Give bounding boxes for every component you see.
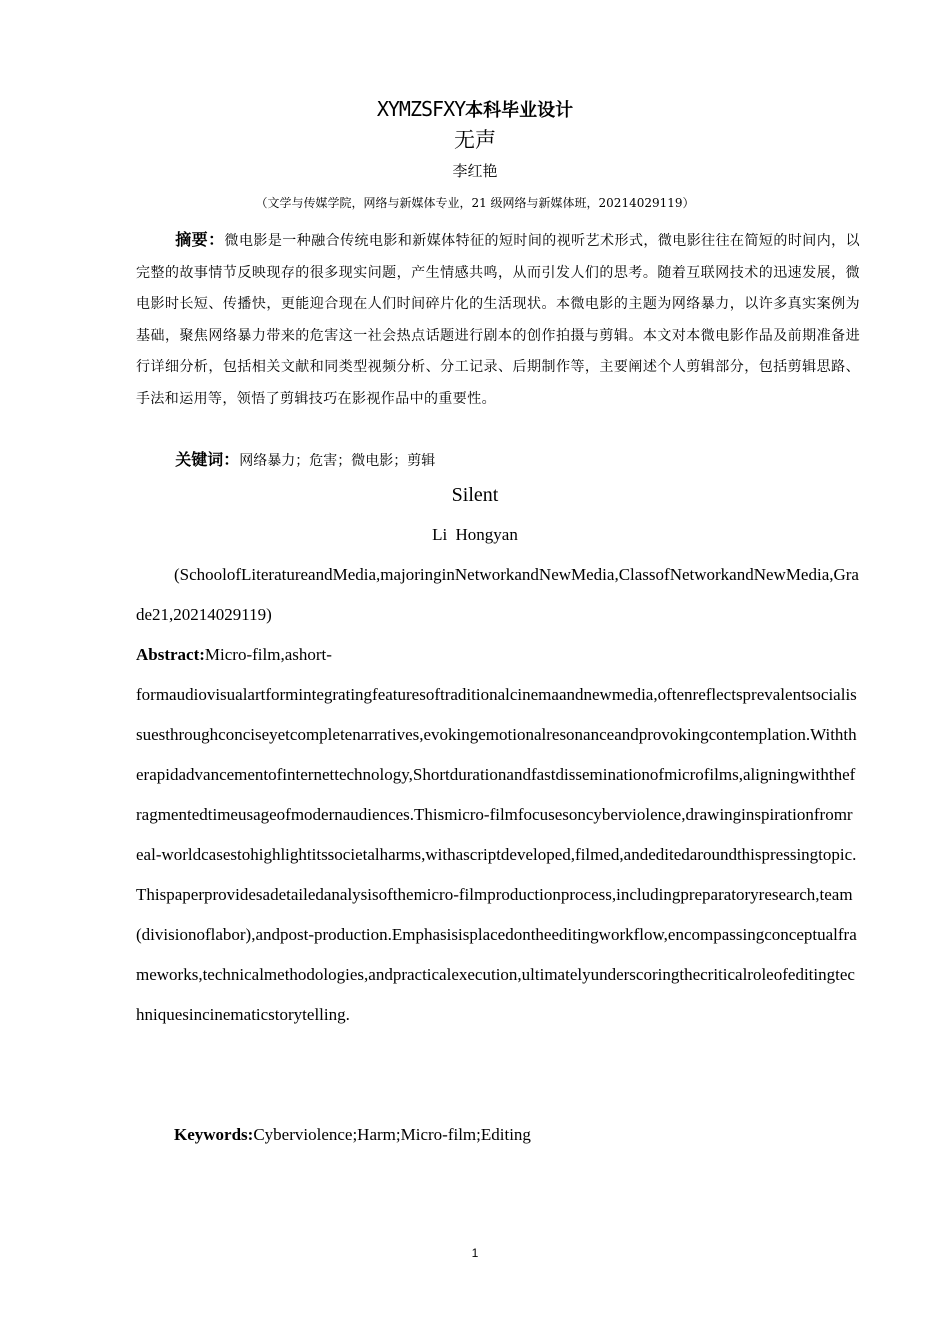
english-keywords [136,1115,860,1155]
chinese-keywords [136,447,860,474]
chinese-keywords-label: 关键词： [175,450,240,469]
header-doc-type: 本科毕业设计 [465,100,574,121]
chinese-author: 李红艳 [452,162,498,180]
chinese-abstract-text: 微电影是一种融合传统电影和新媒体特征的短时间的视听艺术形式，微电影往往在简短的时间内，以完整的故事情节反映现存的很多现实问题，产生情感共鸣，从而引发人们的思考。随着互联网技术的迅速发展，微电影时长短、传播快，更能迎合现在人们时间碎片化的生活现状。本微电影的主题为网络暴力，以许多真实案例为基础，聚焦网络暴力带来的危害这一社会热点话题进行剧本的创作拍摄与剪辑。本文对本微电影作品及前期准备进行详细分析，包括相关文献和同类型视频分析、分工记录、后期制作等，主要阐述个人剪辑部分，包括剪辑思路、手法和运用等，领悟了剪辑技巧在影视作品中的重要性。 [136,233,860,407]
document-header [0,95,950,125]
english-affiliation: (SchoolofLiteratureandMedia,majoringinNetworkandNewMedia,ClassofNetworkandNewMedia,Grade21,20214029119) [136,565,859,624]
chinese-abstract [136,224,860,416]
english-title: Silent [451,484,499,506]
chinese-affiliation: （文学与传媒学院，网络与新媒体专业，21 级网络与新媒体班，20214029119） [255,196,695,210]
english-abstract-lead: Micro-film,ashort- [204,645,332,664]
english-abstract-label: Abstract: [136,645,205,664]
english-abstract-first-line [136,635,860,675]
page-number: 1 [471,1246,479,1260]
english-abstract [136,635,860,1035]
header-school-code: XYMZSFXY [376,97,466,121]
english-keywords-text: Cyberviolence;Harm;Micro-film;Editing [253,1125,531,1144]
english-abstract-text: formaudiovisualartformintegratingfeaturesoftraditionalcinemaandnewmedia,oftenreflectsprevalentsocialissuesthroughconciseyetcompletenarratives,evokingemotionalresonanceandprovokingcontemplation.Withtherapidadvancementofinternettechnology,Shortdurationandfastdisseminationofmicrofilms,aligningwiththefragmentedtimeusageofmodernaudiences.Thismicro-filmfocusesoncyberviolence,drawinginspirationfromreal-worldcasestohighlightitssocietalharms,withascriptdeveloped,filmed,andeditedaroundthispressingtopic.Thispaperprovidesadetailedanalysisofthemicro-filmproductionprocess,includingpreparatoryresearch,team(divisionoflabor),andpost-production.Emphasisisplacedontheeditingworkflow,encompassingconceptualframeworks,technicalmethodologies,andpracticalexecution,ultimatelyunderscoringthecriticalroleofeditingtechniquesincinematicstorytelling. [136,685,857,1024]
chinese-abstract-label: 摘要： [175,230,225,249]
chinese-keywords-text: 网络暴力；危害；微电影；剪辑 [239,453,436,469]
chinese-title: 无声 [454,128,496,152]
english-author: Li Hongyan [432,525,518,544]
english-keywords-label: Keywords: [174,1125,254,1144]
